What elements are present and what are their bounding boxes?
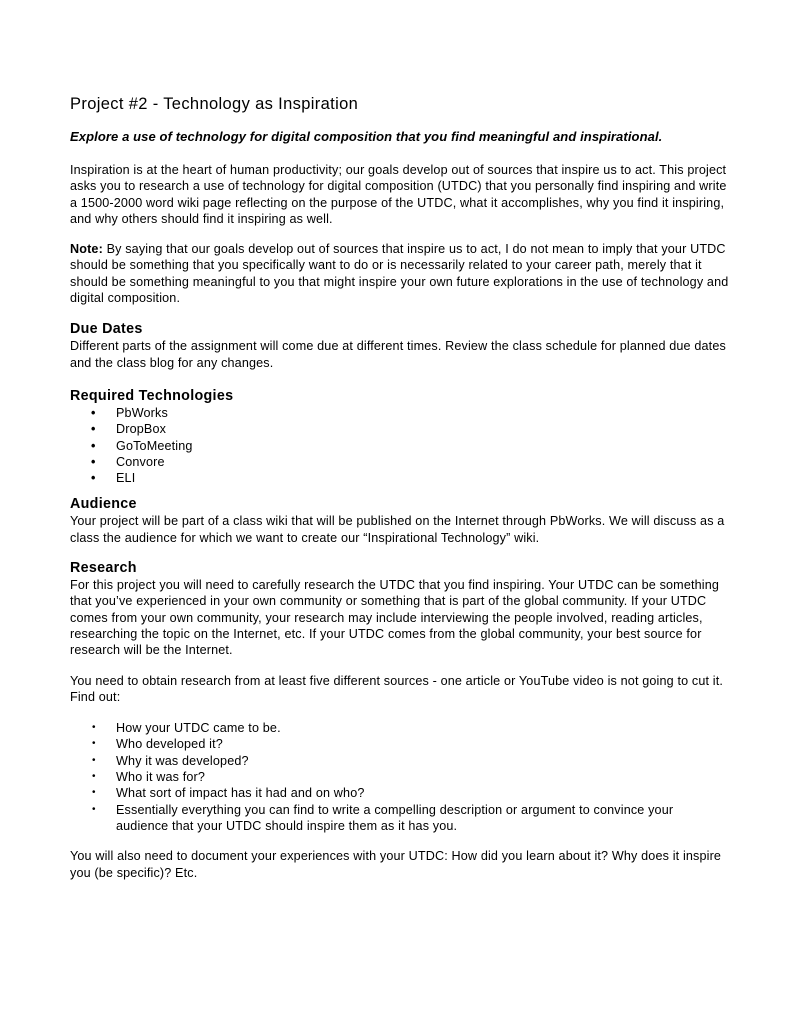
list-item: • PbWorks — [91, 405, 168, 420]
list-item: • ELI — [91, 471, 136, 486]
research-paragraph-3: You will also need to document your experiences with your UTDC: How did you learn about it? Why does it inspire you (be specific)? Etc. — [70, 849, 722, 880]
bullet-icon: • — [91, 471, 96, 486]
list-item: • Essentially everything you can find to write a compelling description or argument to convince your audience that your UTDC should inspire them as it has you. — [92, 802, 674, 833]
note-text: By saying that our goals develop out of sources that inspire us to act, I do not mean to imply that your UTDC should be something that you specifically want to do or is necessarily related to your career path, merely that it should be something meaningful to you that might inspire your own future explorations in the use of technology and digital composition. — [70, 242, 729, 306]
list-item: • Why it was developed? — [92, 753, 249, 768]
bullet-icon: • — [92, 722, 96, 734]
bullet-icon: • — [92, 738, 96, 750]
page-title: Project #2 - Technology as Inspiration — [70, 95, 359, 113]
page-subtitle: Explore a use of technology for digital composition that you find meaningful and inspirational. — [70, 129, 663, 144]
due-dates-paragraph: Different parts of the assignment will come due at different times. Review the class schedule for planned due dates and the class blog for any changes. — [70, 339, 726, 370]
due-dates-heading: Due Dates — [70, 321, 143, 338]
find-out-list — [70, 720, 730, 834]
list-item: • How your UTDC came to be. — [92, 721, 281, 736]
bullet-icon: • — [91, 454, 96, 469]
technologies-list — [70, 405, 730, 486]
required-technologies-heading: Required Technologies — [70, 387, 234, 404]
bullet-icon: • — [91, 405, 96, 420]
bullet-icon: • — [92, 787, 96, 799]
list-item: • Convore — [91, 454, 165, 469]
audience-heading: Audience — [70, 496, 137, 513]
intro-paragraph: Inspiration is at the heart of human productivity; our goals develop out of sources that inspire us to act. This project asks you to research a use of technology for digital composition (UTDC) that you personally find inspiring and write a 1500-2000 word wiki page reflecting on the purpose of the UTDC, what it accomplishes, why you find it inspiring, and why others should find it inspiring as well. — [70, 163, 727, 226]
bullet-icon: • — [91, 422, 96, 437]
note-paragraph — [70, 241, 730, 306]
bullet-icon: • — [91, 438, 96, 453]
list-item: • GoToMeeting — [91, 438, 193, 453]
bullet-icon: • — [92, 803, 96, 815]
list-item: • Who developed it? — [92, 737, 223, 752]
research-paragraph-2: You need to obtain research from at least five different sources - one article or YouTube video is not going to cut it. Find out: — [70, 673, 724, 704]
list-item: • DropBox — [91, 422, 167, 437]
research-paragraph-1: For this project you will need to carefully research the UTDC that you find inspiring. Your UTDC can be something that you’ve experienced in your own community or something that is part of the global community. If your UTDC comes from your own community, your research may include interviewing the people involved, reading articles, researching the topic on the Internet, etc. If your UTDC comes from the global community, your best source for research will be the Internet. — [70, 578, 720, 658]
bullet-icon: • — [92, 771, 96, 783]
audience-paragraph: Your project will be part of a class wiki that will be published on the Internet through PbWorks. We will discuss as a class the audience for which we want to create our “Inspirational Technology” wiki. — [70, 514, 725, 545]
research-heading: Research — [70, 560, 137, 577]
note-label: Note: — [70, 242, 103, 257]
list-item: • Who it was for? — [92, 770, 206, 785]
bullet-icon: • — [92, 754, 96, 766]
list-item: • What sort of impact has it had and on who? — [92, 786, 365, 801]
document-page — [70, 93, 730, 881]
